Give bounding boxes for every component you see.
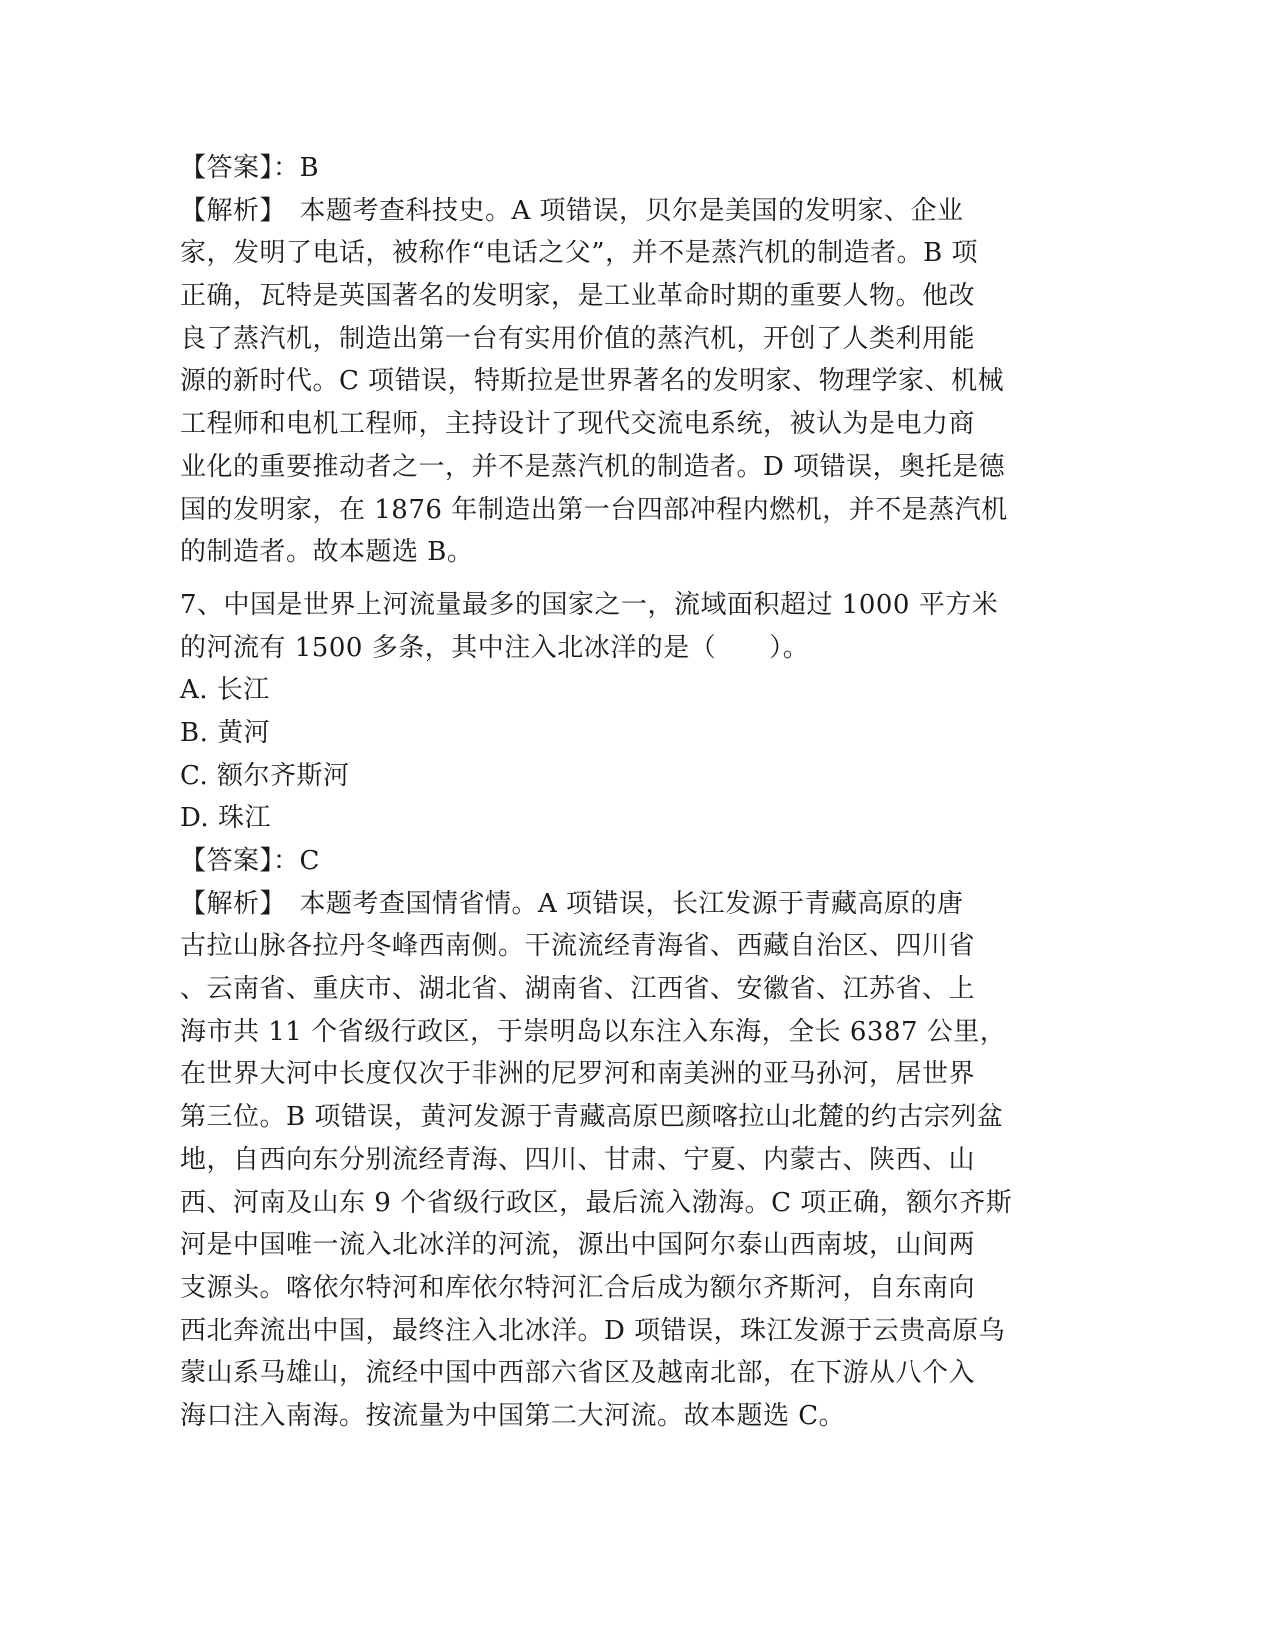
question-7-section	[180, 584, 1080, 1438]
q7-analysis-line: 河是中国唯一流入北冰洋的河流，源出中国阿尔泰山西南坡，山间两	[180, 1230, 976, 1261]
q6-analysis-line: 源的新时代。C 项错误，特斯拉是世界著名的发明家、物理学家、机械	[180, 366, 1005, 397]
q7-option-d: D. 珠江	[180, 803, 271, 834]
q7-option-a: A. 长江	[180, 675, 270, 706]
q7-analysis-line: 蒙山系马雄山，流经中国中西部六省区及越南北部，在下游从八个入	[180, 1358, 976, 1389]
q7-stem-line: 7、中国是世界上河流量最多的国家之一，流域面积超过 1000 平方米	[180, 589, 999, 620]
q6-analysis-line: 国的发明家，在 1876 年制造出第一台四部冲程内燃机，并不是蒸汽机	[180, 494, 1008, 525]
q6-analysis-line: 正确，瓦特是英国著名的发明家，是工业革命时期的重要人物。他改	[180, 281, 976, 312]
q7-answer: 【答案】：C	[180, 846, 320, 876]
q7-analysis-line: 地，自西向东分别流经青海、四川、甘肃、宁夏、内蒙古、陕西、山	[180, 1144, 976, 1175]
q7-analysis-line: 古拉山脉各拉丹冬峰西南侧。干流流经青海省、西藏自治区、四川省	[180, 931, 976, 962]
q7-analysis-line: 在世界大河中长度仅次于非洲的尼罗河和南美洲的亚马孙河，居世界	[180, 1059, 976, 1090]
q7-stem-line: 的河流有 1500 多条，其中注入北冰洋的是（ ）。	[180, 632, 810, 663]
section-gap	[180, 574, 1080, 584]
q6-analysis-line: 的制造者。故本题选 B。	[180, 537, 474, 568]
q7-analysis-line: 、云南省、重庆市、湖北省、湖南省、江西省、安徽省、江苏省、上	[180, 974, 976, 1005]
q6-analysis-line: 业化的重要推动者之一，并不是蒸汽机的制造者。D 项错误，奥托是德	[180, 451, 1006, 482]
q6-analysis-line: 【解析】 本题考查科技史。A 项错误，贝尔是美国的发明家、企业	[180, 195, 964, 226]
document-page	[180, 147, 1080, 1438]
q6-answer: 【答案】：B	[180, 153, 320, 183]
q6-analysis-line: 良了蒸汽机，制造出第一台有实用价值的蒸汽机，开创了人类利用能	[180, 323, 976, 354]
q7-analysis-line: 第三位。B 项错误，黄河发源于青藏高原巴颜喀拉山北麓的约古宗列盆	[180, 1102, 1004, 1133]
question-6-section	[180, 147, 1080, 574]
q6-analysis-line: 家，发明了电话，被称作“电话之父”，并不是蒸汽机的制造者。B 项	[180, 238, 978, 269]
q6-analysis-line: 工程师和电机工程师，主持设计了现代交流电系统，被认为是电力商	[180, 409, 976, 440]
q7-analysis-line: 海市共 11 个省级行政区，于崇明岛以东注入东海，全长 6387 公里，	[180, 1016, 1007, 1047]
q7-option-b: B. 黄河	[180, 717, 271, 748]
q7-analysis-line: 支源头。喀依尔特河和库依尔特河汇合后成为额尔齐斯河，自东南向	[180, 1272, 976, 1303]
q7-analysis-line: 西北奔流出中国，最终注入北冰洋。D 项错误，珠江发源于云贵高原乌	[180, 1315, 1006, 1346]
q7-analysis-line: 海口注入南海。按流量为中国第二大河流。故本题选 C。	[180, 1400, 846, 1431]
q7-analysis-line: 西、河南及山东 9 个省级行政区，最后流入渤海。C 项正确，额尔齐斯	[180, 1187, 1013, 1218]
q7-analysis-line: 【解析】 本题考查国情省情。A 项错误，长江发源于青藏高原的唐	[180, 888, 964, 919]
q7-option-c: C. 额尔齐斯河	[180, 760, 350, 791]
